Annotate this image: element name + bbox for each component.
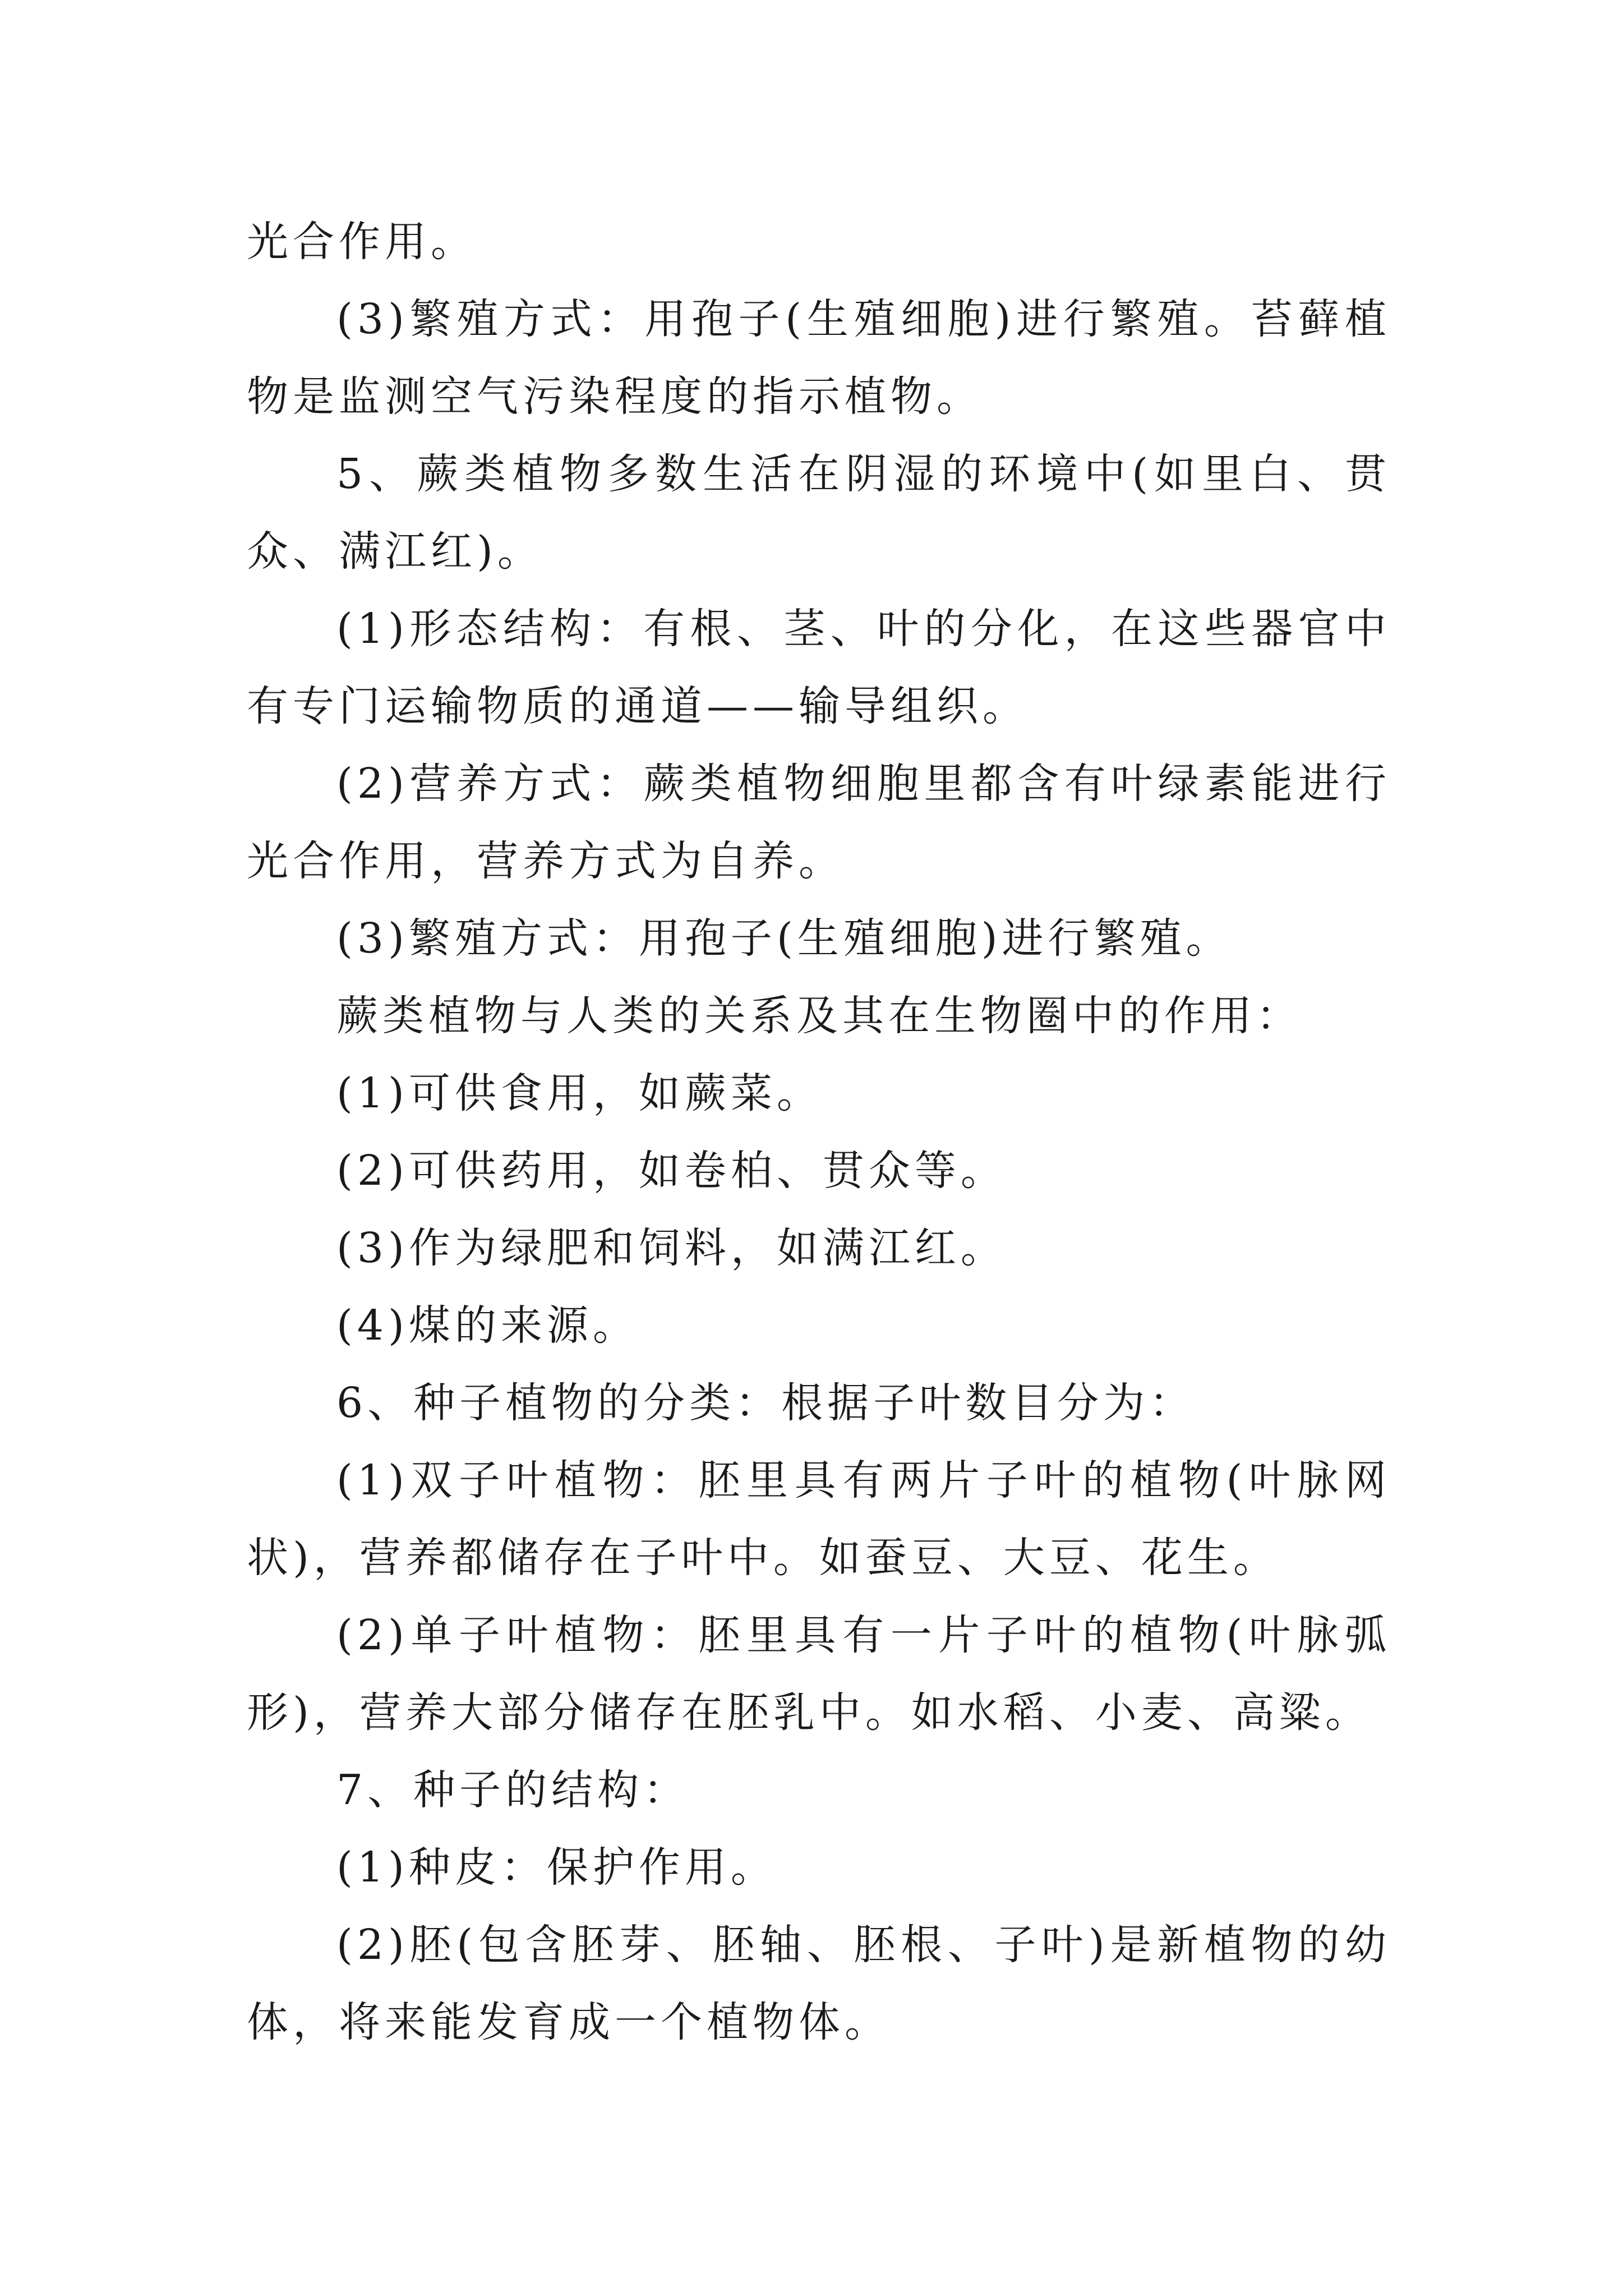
paragraph-9: (2)可供药用，如卷柏、贯众等。 [336,1147,1007,1195]
document-body [247,203,1391,2061]
paragraph-14: (2)单子叶植物：胚里具有一片子叶的植物(叶脉弧形)，营养大部分储存在胚乳中。如水稻、小麦、高粱。 [247,1611,1391,1737]
paragraph-15: 7、种子的结构： [336,1766,690,1814]
paragraph-2: (3)繁殖方式：用孢子(生殖细胞)进行繁殖。苔藓植物是监测空气污染程度的指示植物。 [247,295,1391,421]
paragraph-7: 蕨类植物与人类的关系及其在生物圈中的作用： [336,992,1302,1040]
paragraph-16: (1)种皮：保护作用。 [336,1843,777,1892]
paragraph-10: (3)作为绿肥和饲料，如满江红。 [336,1224,1007,1272]
paragraph-1: 光合作用。 [247,218,477,266]
paragraph-3: 5、蕨类植物多数生活在阴湿的环境中(如里白、贯众、满江红)。 [247,450,1391,576]
paragraph-13: (1)双子叶植物：胚里具有两片子叶的植物(叶脉网状)，营养都储存在子叶中。如蚕豆、大豆、花生。 [247,1456,1391,1582]
paragraph-8: (1)可供食用，如蕨菜。 [336,1069,823,1117]
paragraph-17: (2)胚(包含胚芽、胚轴、胚根、子叶)是新植物的幼体，将来能发育成一个植物体。 [247,1921,1391,2046]
paragraph-11: (4)煤的来源。 [336,1301,639,1350]
paragraph-5: (2)营养方式：蕨类植物细胞里都含有叶绿素能进行光合作用，营养方式为自养。 [247,760,1391,885]
paragraph-4: (1)形态结构：有根、茎、叶的分化，在这些器官中有专门运输物质的通道——输导组织。 [247,605,1391,730]
paragraph-12: 6、种子植物的分类：根据子叶数目分为： [336,1379,1196,1427]
paragraph-6: (3)繁殖方式：用孢子(生殖细胞)进行繁殖。 [336,914,1232,963]
